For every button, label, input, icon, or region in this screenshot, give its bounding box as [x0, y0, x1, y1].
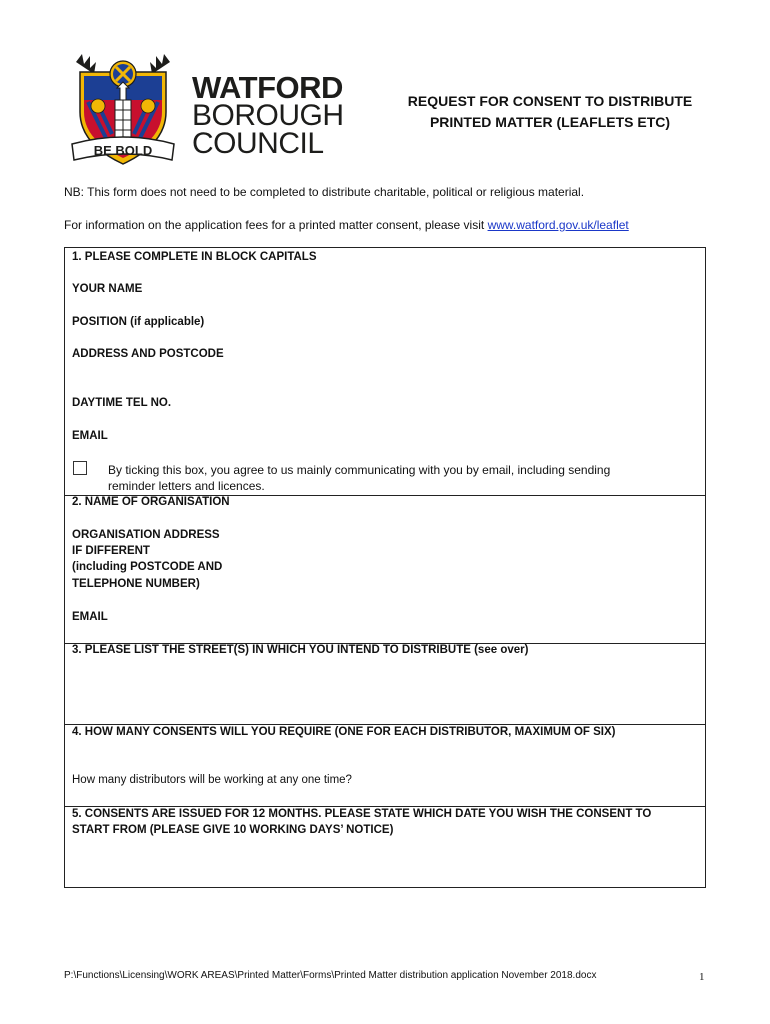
- distributors-question: How many distributors will be working at any one time?: [72, 774, 352, 786]
- form-title-line2: PRINTED MATTER (LEAFLETS ETC): [429, 114, 671, 130]
- fee-info: [64, 219, 629, 231]
- crest-motto: BE BOLD: [93, 143, 153, 158]
- section-1-heading: 1. PLEASE COMPLETE IN BLOCK CAPITALS: [72, 251, 317, 263]
- borough-crest-logo: [68, 52, 178, 170]
- footer-file-path: P:\Functions\Licensing\WORK AREAS\Printed Matter\Forms\Printed Matter distribution application November 2018.docx: [64, 970, 597, 981]
- org-email-label: EMAIL: [72, 611, 108, 623]
- org-address-label-line3: (including POSTCODE AND: [72, 561, 223, 573]
- your-name-label: YOUR NAME: [72, 283, 143, 295]
- daytime-tel-label: DAYTIME TEL NO.: [72, 397, 172, 409]
- organisation-name-line2: BOROUGH: [192, 99, 344, 132]
- form-title-line1: REQUEST FOR CONSENT TO DISTRIBUTE: [407, 93, 693, 109]
- org-address-label-line4: TELEPHONE NUMBER): [72, 578, 200, 590]
- section-1-box: [64, 247, 706, 495]
- org-address-label-line2: IF DIFFERENT: [72, 545, 150, 557]
- email-label: EMAIL: [72, 430, 108, 442]
- address-label: ADDRESS AND POSTCODE: [72, 348, 224, 360]
- page-number: 1: [699, 971, 705, 983]
- section-5-heading-line1: 5. CONSENTS ARE ISSUED FOR 12 MONTHS. PLEASE STATE WHICH DATE YOU WISH THE CONSENT TO: [72, 808, 652, 820]
- section-5-heading-line2: START FROM (PLEASE GIVE 10 WORKING DAYS’ NOTICE): [72, 824, 394, 836]
- email-consent-checkbox[interactable]: [73, 461, 87, 475]
- organisation-name-line3: COUNCIL: [192, 127, 324, 160]
- fee-info-link[interactable]: www.watford.gov.uk/leaflet: [487, 218, 629, 232]
- email-consent-text-line1: By ticking this box, you agree to us mainly communicating with you by email, including sending: [108, 463, 611, 477]
- org-address-label-line1: ORGANISATION ADDRESS: [72, 529, 220, 541]
- nb-note: NB: This form does not need to be completed to distribute charitable, political or religious material.: [64, 185, 585, 199]
- email-consent-text-line2: reminder letters and licences.: [108, 479, 265, 493]
- section-2-heading: 2. NAME OF ORGANISATION: [72, 496, 230, 508]
- organisation-name-line1: WATFORD: [192, 70, 343, 105]
- section-4-heading: 4. HOW MANY CONSENTS WILL YOU REQUIRE (ONE FOR EACH DISTRIBUTOR, MAXIMUM OF SIX): [72, 726, 616, 738]
- fee-info-text: For information on the application fees for a printed matter consent, please visit: [64, 218, 488, 232]
- position-label: POSITION (if applicable): [72, 316, 205, 328]
- section-3-heading: 3. PLEASE LIST THE STREET(S) IN WHICH YOU INTEND TO DISTRIBUTE (see over): [72, 644, 529, 656]
